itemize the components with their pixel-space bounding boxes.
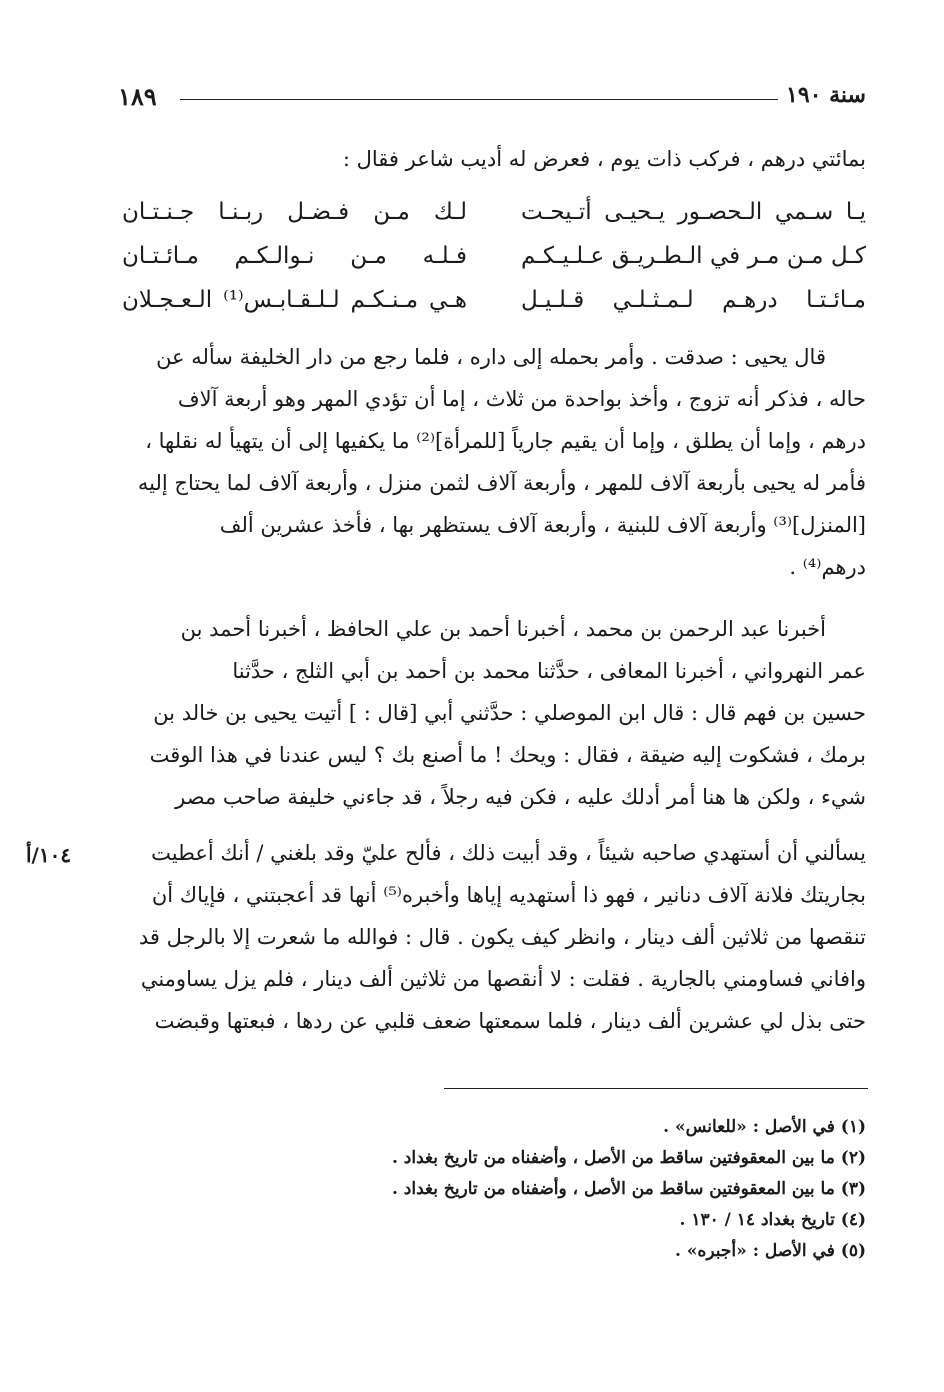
- verse-second-hemistich: هـي مـنـكـم لـلـقـابـس⁽¹⁾ الـعـجـلان: [122, 287, 467, 313]
- verse-first-hemistich: مـائـتـا درهـم لـمـثـلـي قـلـيـل: [521, 287, 866, 313]
- paragraph-line: تنقصها من ثلاثين ألف دينار ، وانظر كيف يكون . قال : فوالله ما شعرت إلا بالرجل قد: [138, 925, 866, 949]
- verse-second-hemistich: لـك مـن فـضـل ربـنـا جـنـتـان: [122, 199, 467, 225]
- footnote: (٢) ما بين المعقوفتين ساقط من الأصل ، وأضفناه من تاريخ بغداد .: [391, 1148, 866, 1168]
- page-header: [118, 82, 866, 114]
- paragraph-line: شيء ، ولكن ها هنا أمر أدلك عليه ، فكن فيه رجلاً ، قد جاءني خليفة صاحب مصر: [175, 785, 866, 809]
- verse-second-hemistich: فـلـه مـن نـوالـكـم مـائـتـان: [122, 243, 467, 269]
- paragraph-line: حاله ، فذكر أنه تزوج ، وأخذ بواحدة من ثلاث ، إما أن تؤدي المهر وهو أربعة آلاف: [177, 387, 866, 411]
- footnote: (٥) في الأصل : «أجبره» .: [675, 1241, 866, 1261]
- footnote-separator: [444, 1088, 868, 1089]
- paragraph-line: حتى بذل لي عشرين ألف دينار ، فلما سمعتها ضعف قلبي عن ردها ، فبعتها وقبضت: [154, 1009, 866, 1033]
- paragraph-line: بجاريتك فلانة آلاف دنانير ، فهو ذا أستهديه إياها وأخبره⁽⁵⁾ أنها قد أعجبتني ، فإياك أن: [151, 883, 866, 907]
- page-number: ١٨٩: [118, 82, 157, 111]
- running-title: سنة ١٩٠: [786, 82, 866, 108]
- paragraph-line: حسين بن فهم قال : قال ابن الموصلي : حدَّثني أبي [قال : ] أتيت يحيى بن خالد بن: [153, 701, 866, 725]
- paragraph-line: قال يحيى : صدقت . وأمر بحمله إلى داره ، فلما رجع من دار الخليفة سأله عن: [156, 345, 826, 369]
- paragraph-line: درهم⁽⁴⁾ .: [789, 555, 866, 579]
- manuscript-folio-ref: ١٠٤/أ: [26, 843, 72, 867]
- header-rule: [180, 99, 778, 100]
- paragraph-line: فأمر له يحيى بأربعة آلاف للمهر ، وأربعة آلاف لثمن منزل ، وأربعة آلاف لما يحتاج إليه: [137, 471, 866, 495]
- verse-row: [122, 192, 866, 232]
- verse-first-hemistich: يـا سـمي الـحصـور يـحيـى أتـيحـت: [521, 199, 866, 225]
- paragraph-line: أخبرنا عبد الرحمن بن محمد ، أخبرنا أحمد بن علي الحافظ ، أخبرنا أحمد بن: [180, 617, 826, 641]
- verse-row: [122, 236, 866, 276]
- paragraph-line: [المنزل]⁽³⁾ وأربعة آلاف للبنية ، وأربعة آلاف يستظهر بها ، فأخذ عشرين ألف: [219, 513, 866, 537]
- paragraph-line: وافاني فساومني بالجارية . فقلت : لا أنقصها من ثلاثين ألف دينار ، فلم يزل يساومني: [140, 967, 866, 991]
- verse-row: [122, 280, 866, 320]
- footnote: (٤) تاريخ بغداد ١٤ / ١٣٠ .: [679, 1210, 866, 1230]
- paragraph-line: برمك ، فشكوت إليه ضيقة ، فقال : ويحك ! ما أصنع بك ؟ ليس عندنا في هذا الوقت: [149, 743, 866, 767]
- footnote: (٣) ما بين المعقوفتين ساقط من الأصل ، وأضفناه من تاريخ بغداد .: [391, 1179, 866, 1199]
- paragraph-line: عمر النهرواني ، أخبرنا المعافى ، حدَّثنا محمد بن أحمد بن أبي الثلج ، حدَّثنا: [232, 659, 866, 683]
- intro-line: بمائتي درهم ، فركب ذات يوم ، فعرض له أديب شاعر فقال :: [342, 147, 866, 171]
- verse-first-hemistich: كـل مـن مـر في الـطـريـق عـلـيـكـم: [521, 243, 866, 269]
- paragraph-line: يسألني أن أستهدي صاحبه شيئاً ، وقد أبيت ذلك ، فألح عليّ وقد بلغني / أنك أعطيت: [151, 841, 866, 865]
- footnote: (١) في الأصل : «للعانس» .: [663, 1117, 866, 1137]
- paragraph-line: درهم ، وإما أن يطلق ، وإما أن يقيم جارياً [للمرأة]⁽²⁾ ما يكفيها إلى أن يتهيأ له نقلها ،: [145, 429, 866, 453]
